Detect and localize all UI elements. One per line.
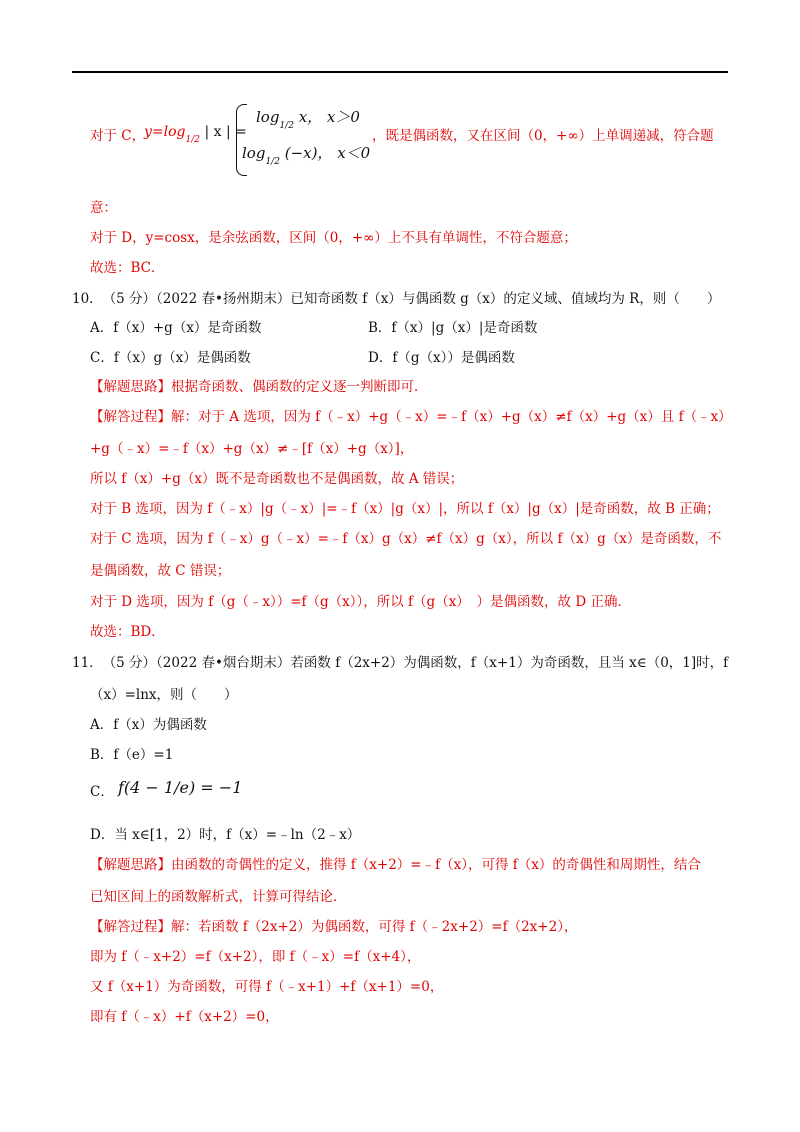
q11-proc-3: 又 f（x+1）为奇函数，可得 f（﹣x+1）+f（x+1）=0， — [90, 979, 444, 995]
q10-stem: 10． （5 分）（2022 春•扬州期末）已知奇函数 f（x）与偶函数 g（x）的定义域、值域均为 R，则（ ） — [72, 291, 721, 307]
case-1-rest: x， x＞0 — [298, 108, 360, 126]
q11-option-d: D．当 x∈[1，2）时，f（x）=﹣ln（2﹣x） — [90, 827, 361, 843]
q10-answer: 故选：BD． — [90, 624, 165, 640]
q10-option-b: B．f（x）|g（x）|是奇函数 — [368, 320, 538, 336]
q11-stem-1: 11． （5 分）（2022 春•烟台期末）若函数 f（2x+2）为偶函数，f（x+1）为奇函数，且当 x∈（0，1]时，f — [72, 655, 729, 671]
q11-idea-2: 已知区间上的函数解析式，计算可得结论． — [90, 889, 347, 905]
q11-option-b: B．f（e）=1 — [90, 747, 174, 763]
c-line-tail: ，既是偶函数，又在区间（0，+∞）上单调递减，符合题 — [372, 128, 714, 144]
q11-option-c-label: C． — [90, 784, 114, 800]
q10-option-a: A．f（x）+g（x）是奇函数 — [90, 320, 262, 336]
q11-option-c-expr: f(4 − 1/e) = −1 — [118, 778, 243, 797]
q11-proc-2: 即为 f（﹣x+2）=f（x+2），即 f（﹣x）=f（x+4）， — [90, 949, 421, 965]
q10-proc-4: 对于 B 选项，因为 f（﹣x）|g（﹣x）|=﹣f（x）|g（x）|，所以 f（x）|g（x）|是奇函数，故 B 正确； — [90, 501, 720, 517]
c-line-tail2: 意： — [90, 200, 117, 216]
piecewise-brace — [236, 104, 371, 176]
case-1-log: log — [256, 108, 280, 126]
case-2-rest: (−x)， x＜0 — [284, 144, 371, 162]
q10-proc-6: 是偶函数，故 C 错误； — [90, 563, 231, 579]
q10-idea: 【解题思路】根据奇函数、偶函数的定义逐一判断即可． — [90, 379, 428, 395]
c-line-lead: 对于 C， — [90, 128, 146, 144]
q11-stem-2: （x）=lnx，则（ ） — [90, 687, 238, 703]
lhs-sub: 1/2 — [185, 135, 200, 145]
q10-option-d: D．f（g（x））是偶函数 — [368, 350, 515, 366]
q10-proc-1: 【解答过程】解：对于 A 选项，因为 f（﹣x）+g（﹣x）=﹣f（x）+g（x）≠f（x）+g（x）且 f（﹣x） — [90, 409, 732, 425]
q10-option-c: C．f（x）g（x）是偶函数 — [90, 350, 251, 366]
c-line-lhs — [144, 124, 247, 145]
case-1 — [256, 106, 360, 131]
case-2-sub: 1/2 — [265, 157, 280, 167]
q10-proc-2: +g（﹣x）=﹣f（x）+g（x）≠﹣[f（x）+g（x）]， — [90, 441, 414, 457]
lhs-abs: | x | = — [204, 124, 247, 140]
q11-option-a: A．f（x）为偶函数 — [90, 717, 207, 733]
case-1-sub: 1/2 — [279, 121, 294, 131]
header-rule — [72, 71, 728, 73]
q11-proc-1: 【解答过程】解：若函数 f（2x+2）为偶函数，可得 f（﹣2x+2）=f（2x+2）， — [90, 919, 578, 935]
q10-proc-3: 所以 f（x）+g（x）既不是奇函数也不是偶函数，故 A 错误； — [90, 471, 464, 487]
answer-9: 故选：BC． — [90, 260, 165, 276]
q10-proc-5: 对于 C 选项，因为 f（﹣x）g（﹣x）=﹣f（x）g（x）≠f（x）g（x），所以 f（x）g（x）是奇函数，不 — [90, 531, 722, 547]
case-2 — [242, 142, 370, 167]
q11-proc-4: 即有 f（﹣x）+f（x+2）=0， — [90, 1009, 279, 1025]
q10-proc-7: 对于 D 选项，因为 f（g（﹣x））=f（g（x）），所以 f（g（x） ）是偶函数，故 D 正确． — [90, 594, 631, 610]
d-line: 对于 D，y=cosx，是余弦函数，区间（0，+∞）上不具有单调性，不符合题意； — [90, 230, 577, 246]
lhs-log: y=log — [144, 124, 186, 140]
case-2-log: log — [242, 144, 266, 162]
q11-idea-1: 【解题思路】由函数的奇偶性的定义，推得 f（x+2）=﹣f（x），可得 f（x）的奇偶性和周期性，结合 — [90, 857, 701, 873]
